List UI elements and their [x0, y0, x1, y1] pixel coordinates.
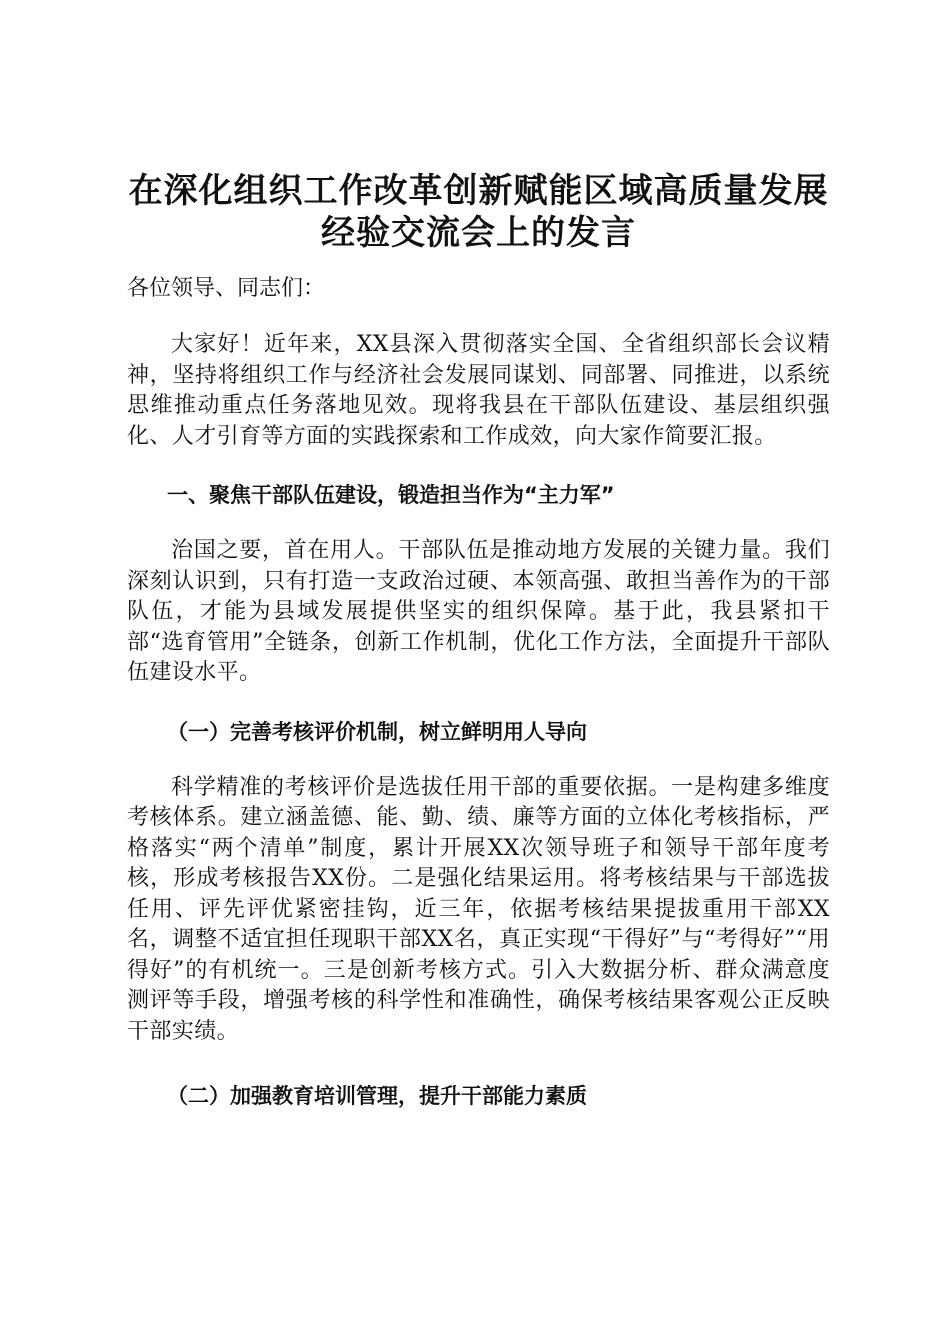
title-line-2: 经验交流会上的发言: [321, 213, 636, 253]
section-1-heading: 一、聚焦干部队伍建设，锻造担当作为“主力军”: [167, 483, 615, 507]
subsection-1-heading: （一）完善考核评价机制，树立鲜明用人导向: [167, 719, 587, 744]
subsection-2-heading: （二）加强教育培训管理，提升干部能力素质: [167, 1084, 587, 1108]
intro-paragraph: 大家好！近年来，XX县深入贯彻落实全国、全省组织部长会议精神，坚持将组织工作与经济社会发展同谋划、同部署、同推进，以系统思维推动重点任务落地见效。现将我县在干部队伍建设、基层组织强化、人才引育等方面的实践探索和工作成效，向大家作简要汇报。: [127, 332, 830, 449]
title-line-1: 在深化组织工作改革创新赋能区域高质量发展: [128, 171, 829, 211]
document-page: [127, 170, 830, 1111]
section-1-paragraph: 治国之要，首在用人。干部队伍是推动地方发展的关键力量。我们深刻认识到，只有打造一支政治过硬、本领高强、敢担当善作为的干部队伍，才能为县域发展提供坚实的组织保障。基于此，我县紧扣干部“选育管用”全链条，创新工作机制，优化工作方法，全面提升干部队伍建设水平。: [127, 538, 830, 685]
document-title: [127, 170, 830, 254]
salutation: 各位领导、同志们：: [127, 276, 326, 301]
subsection-1-paragraph: 科学精准的考核评价是选拔任用干部的重要依据。一是构建多维度考核体系。建立涵盖德、能、勤、绩、廉等方面的立体化考核指标，严格落实“两个清单”制度，累计开展XX次领导班子和领导干部年度考核，形成考核报告XX份。二是强化结果运用。将考核结果与干部选拔任用、评先评优紧密挂钩，近三年，依据考核结果提拔重用干部XX名，调整不适宜担任现职干部XX名，真正实现“干得好”与“考得好”“用得好”的有机统一。三是创新考核方式。引入大数据分析、群众满意度测评等手段，增强考核的科学性和准确性，确保考核结果客观公正反映干部实绩。: [127, 774, 830, 1044]
